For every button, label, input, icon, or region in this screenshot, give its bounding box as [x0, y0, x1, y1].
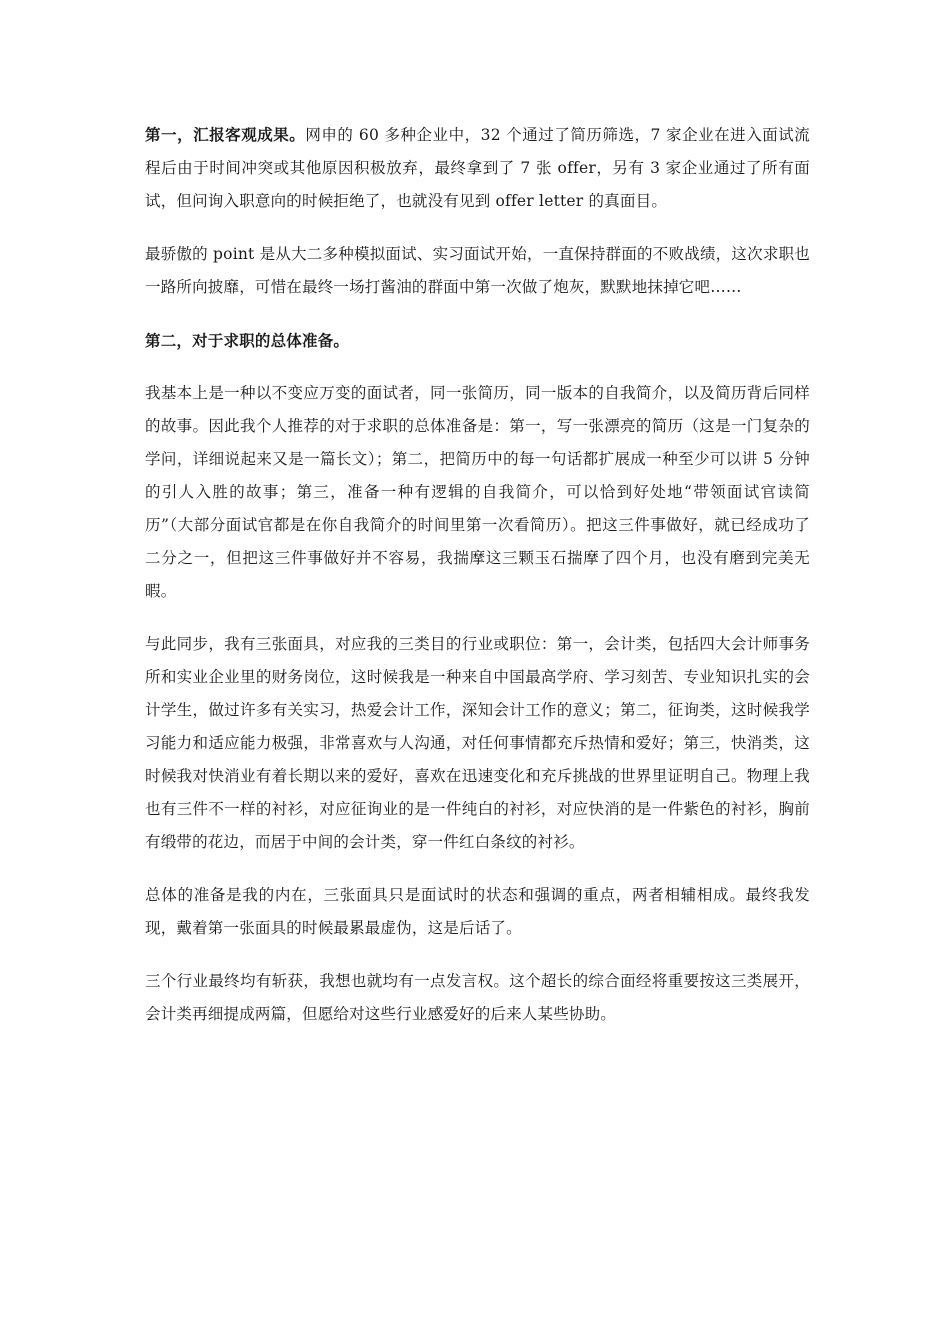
paragraph-three-masks: 与此同步，我有三张面具，对应我的三类目的行业或职位：第一，会计类，包括四大会计师事务所和实业企业里的财务岗位，这时候我是一种来自中国最高学府、学习刻苦、专业知识扎实的会计学生，做过许多有关实习，热爱会计工作，深知会计工作的意义；第二，征询类，这时候我学习能力和适应能力极强，非常喜欢与人沟通，对任何事情都充斥热情和爱好；第三，快消类，这时候我对快消业有着长期以来的爱好，喜欢在迅速变化和充斥挑战的世界里证明自己。物理上我也有三件不一样的衬衫，对应征询业的是一件纯白的衬衫，对应快消的是一件紫色的衬衫，胸前有缎带的花边，而居于中间的会计类，穿一件红白条纹的衬衫。 — [145, 635, 810, 851]
section-heading-preparation: 第二，对于求职的总体准备。 — [145, 331, 350, 350]
paragraph-results — [145, 118, 810, 218]
section-heading-results: 第一，汇报客观成果。 — [145, 125, 306, 144]
paragraph-results-text: 网申的 60 多种企业中，32 个通过了简历筛选，7 家企业在进入面试流程后由于时间冲突或其他原因积极放弃，最终拿到了 7 张 offer，另有 3 家企业通过了所有面试，但问询入职意向的时候拒绝了，也就没有见到 offer letter 的真面目。 — [145, 126, 810, 210]
document-body — [145, 118, 810, 1051]
paragraph-inner-preparation: 总体的准备是我的内在，三张面具只是面试时的状态和强调的重点，两者相辅相成。最终我发现，戴着第一张面具的时候最累最虚伪，这是后话了。 — [145, 886, 810, 937]
paragraph-pride: 最骄傲的 point 是从大二多种模拟面试、实习面试开始，一直保持群面的不败战绩，这次求职也一路所向披靡，可惜在最终一场打酱油的群面中第一次做了炮灰，默默地抹掉它吧…… — [145, 245, 810, 296]
paragraph-preparation: 我基本上是一种以不变应万变的面试者，同一张简历，同一版本的自我简介，以及简历背后同样的故事。因此我个人推荐的对于求职的总体准备是：第一，写一张漂亮的简历（这是一门复杂的学问，详细说起来又是一篇长文）；第二，把简历中的每一句话都扩展成一种至少可以讲 5 分钟的引人入胜的故事；第三，准备一种有逻辑的自我简介，可以恰到好处地“带领面试官读简历”（大部分面试官都是在你自我简介的时间里第一次看简历）。把这三件事做好，就已经成功了二分之一，但把这三件事做好并不容易，我揣摩这三颗玉石揣摩了四个月，也没有磨到完美无暇。 — [145, 384, 810, 600]
paragraph-conclusion: 三个行业最终均有斩获，我想也就均有一点发言权。这个超长的综合面经将重要按这三类展开，会计类再细提成两篇，但愿给对这些行业感爱好的后来人某些协助。 — [145, 972, 810, 1023]
